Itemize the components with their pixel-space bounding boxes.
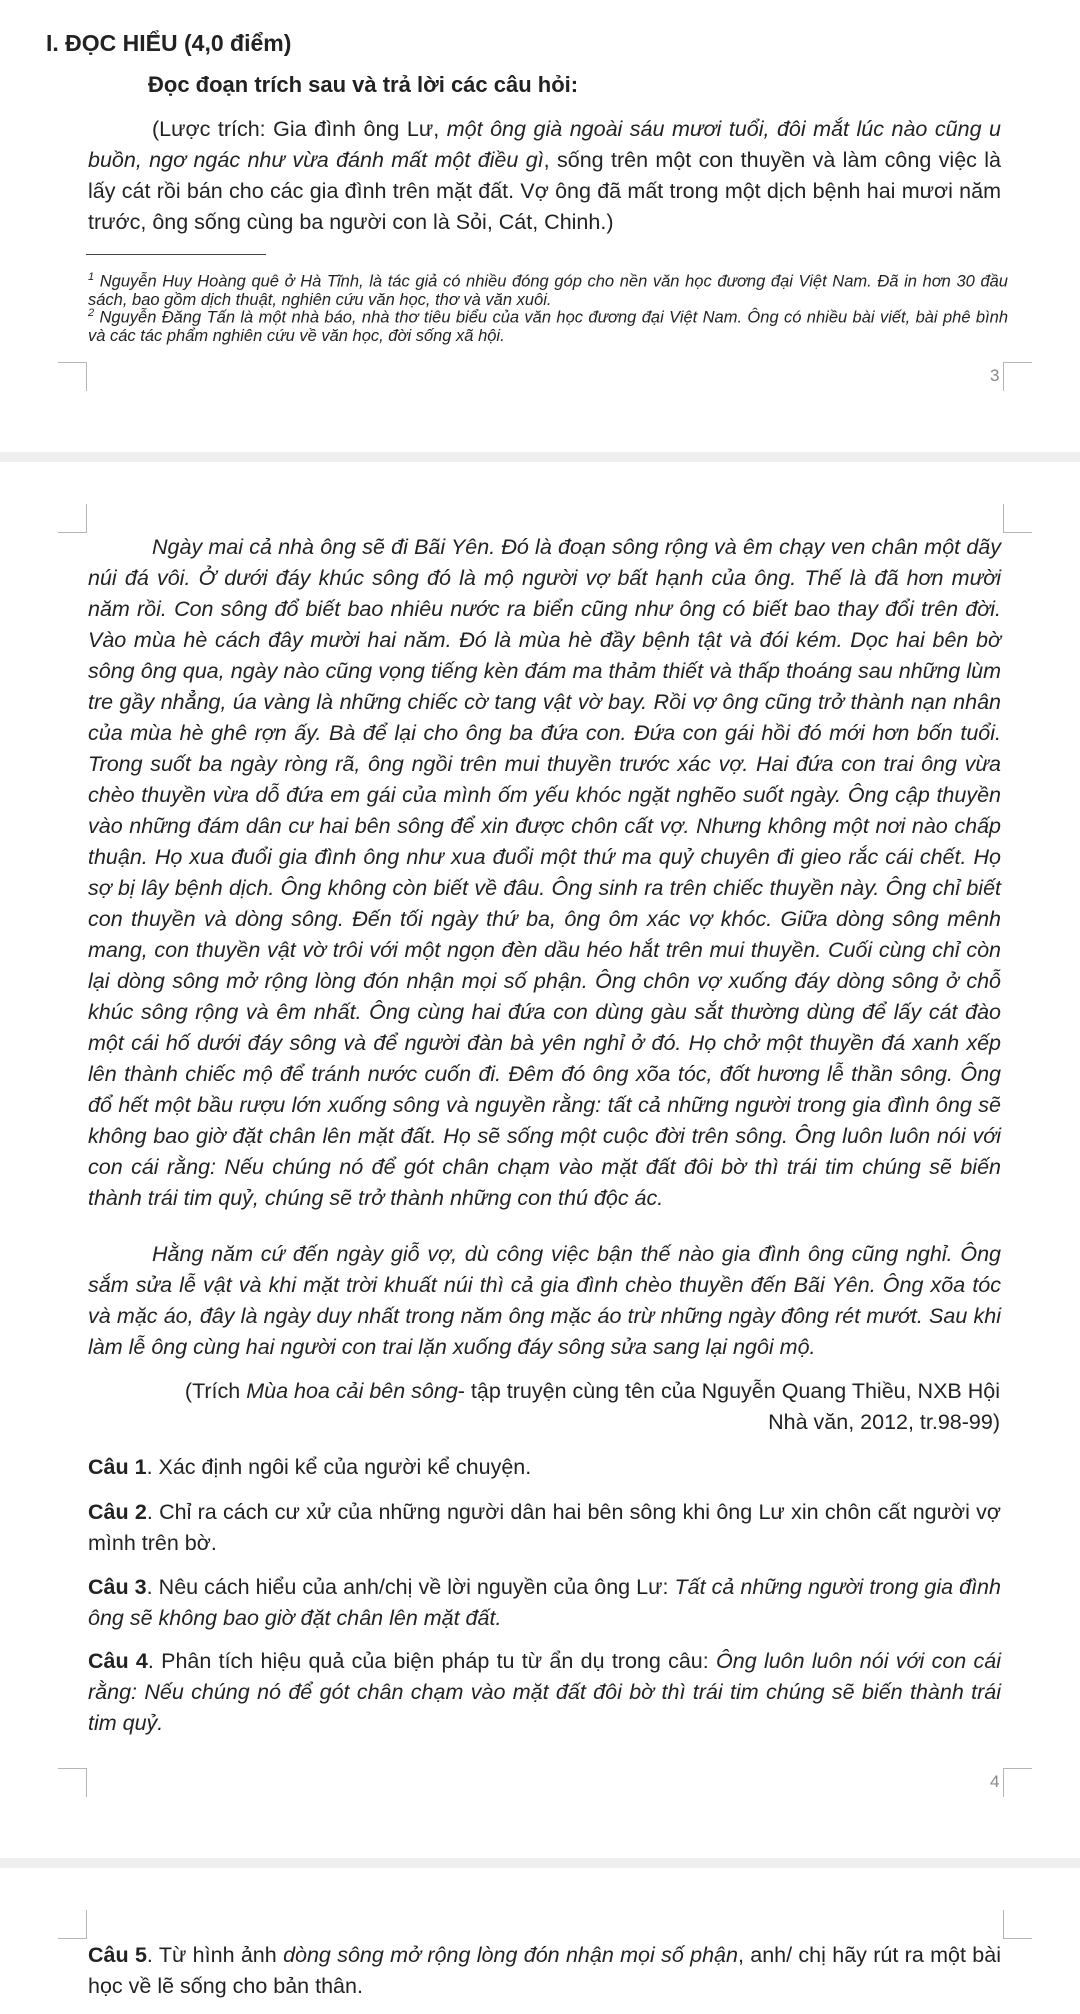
section-heading: I. ĐỌC HIỂU (4,0 điểm) [46,30,292,56]
crop-mark-bottom-left [58,362,87,391]
story-paragraph-1: Ngày mai cả nhà ông sẽ đi Bãi Yên. Đó là đoạn sông rộng và êm chạy ven chân một dãy núi đá vôi. Ở dưới đáy khúc sông đó là mộ người vợ bất hạnh của ông. Thế là đã hơn mười năm rồi. Con sông đổ biết bao nhiêu nước ra biển cũng như ông có biết bao thay đổi trên đời. Vào mùa hè cách đây mười hai năm. Đó là mùa hè đầy bệnh tật và đói kém. Dọc hai bên bờ sông ông qua, ngày nào cũng vọng tiếng kèn đám ma thảm thiết và thấp thoáng sau những lùm tre gầy nhẳng, úa vàng là những chiếc cờ tang vật vờ bay. Rồi vợ ông cũng trở thành nạn nhân của mùa hè ghê rợn ấy. Bà để lại cho ông ba đứa con. Đứa con gái hồi đó mới hơn bốn tuổi. Trong suốt ba ngày ròng rã, ông ngồi trên mui thuyền trước xác vợ. Hai đứa con trai ông vừa chèo thuyền vừa dỗ đứa em gái của mình ốm yếu khóc ngặt nghẽo suốt ngày. Ông cập thuyền vào những đám dân cư hai bên sông để xin được chôn cất vợ. Nhưng không một nơi nào chấp thuận. Họ xua đuổi gia đình ông như xua đuổi một thứ ma quỷ chuyên đi gieo rắc cái chết. Họ sợ bị lây bệnh dịch. Ông không còn biết về đâu. Ông sinh ra trên chiếc thuyền này. Ông chỉ biết con thuyền và dòng sông. Đến tối ngày thứ ba, ông ôm xác vợ khóc. Giữa dòng sông mênh mang, con thuyền vật vờ trôi với một ngọn đèn dầu héo hắt trên mui thuyền. Cuối cùng chỉ còn lại dòng sông mở rộng lòng đón nhận mọi số phận. Ông chôn vợ xuống đáy dòng sông ở chỗ khúc sông rộng và êm nhất. Ông cùng hai đứa con dùng gàu sắt thường dùng để lấy cát đào một cái hố dưới đáy sông và để người đàn bà yên nghỉ ở đó. Họ chở một thuyền đá xanh xếp lên thành chiếc mộ để tránh nước cuốn đi. Đêm đó ông xõa tóc, đốt hương lễ thần sông. Ông đổ hết một bầu rượu lớn xuống sông và nguyền rằng: tất cả những người trong gia đình ông sẽ không bao giờ đặt chân lên mặt đất. Họ sẽ sống một cuộc đời trên sông. Ông luôn luôn nói với con cái rằng: Nếu chúng nó để gót chân chạm vào mặt đất đôi bờ thì trái tim chúng sẽ biến thành trái tim quỷ, chúng sẽ trở thành những con thú độc ác. [88,535,1001,1210]
footnote-1-number: 1 [88,271,95,283]
summary-label: (Lược trích: [152,117,266,141]
question-5-text: . Từ hình ảnh [146,1943,284,1967]
footnote-rule [86,254,266,255]
question-5 [88,1940,1001,2002]
source-citation [140,1376,1000,1438]
crop-mark-top-left-3 [58,1910,87,1939]
question-1 [88,1452,1001,1483]
question-4 [88,1646,1001,1739]
question-2-text: . Chỉ ra cách cư xử của những người dân hai bên sông khi ông Lư xin chôn cất người vợ mình trên bờ. [88,1500,1001,1555]
instruction: Đọc đoạn trích sau và trả lời các câu hỏi: [148,72,579,97]
question-5-quote: dòng sông mở rộng lòng đón nhận mọi số phận [283,1943,738,1967]
page-3 [0,0,1080,452]
question-5-label: Câu 5 [88,1943,147,1967]
crop-mark-top-left [58,504,87,533]
page-separator-2 [0,1858,1080,1868]
footnote-2 [88,304,1008,345]
footnote-2-text: Nguyễn Đăng Tấn là một nhà báo, nhà thơ tiêu biểu của văn học đương đại Việt Nam. Ông có nhiều bài viết, bài phê bình và các tác phẩm nghiên cứu về văn học, đời sống xã hội. [88,308,1008,345]
question-3-text: . Nêu cách hiểu của anh/chị về lời nguyền của ông Lư: [146,1575,675,1599]
source-pre: (Trích [184,1379,247,1403]
source-title: Mùa hoa cải bên sông [246,1379,458,1403]
crop-mark-bottom-right-2 [1003,1768,1032,1797]
crop-mark-bottom-left-2 [58,1768,87,1797]
question-4-quote: Ông luôn luôn nói với con cái rằng: Nếu chúng nó để gót chân chạm vào mặt đất đôi bờ thì trái tim chúng sẽ biến thành trái tim quỷ. [88,1649,1001,1735]
question-1-text: . Xác định ngôi kể của người kể chuyện. [146,1455,532,1479]
question-4-label: Câu 4 [88,1649,148,1673]
question-5-text-2: , anh/ chị hãy rút ra một bài học về lẽ sống cho bản thân. [88,1943,1001,1998]
crop-mark-top-right [1003,504,1032,533]
footnote-1-text: Nguyễn Huy Hoàng quê ở Hà Tĩnh, là tác giả có nhiều đóng góp cho nền văn học đương đại Việt Nam. Đã in hơn 30 đầu sách, bao gồm dịch thuật, nghiên cứu văn học, thơ và văn xuôi. [88,272,1008,309]
summary-paragraph [88,114,1001,238]
question-4-text: . Phân tích hiệu quả của biện pháp tu từ ẩn dụ trong câu: [147,1649,717,1673]
question-2-label: Câu 2 [88,1500,147,1524]
page-5 [0,1868,1080,2014]
question-1-label: Câu 1 [88,1455,147,1479]
footnote-2-number: 2 [88,307,95,319]
source-post: - tập truyện cùng tên của Nguyễn Quang Thiều, NXB Hội Nhà văn, 2012, tr.98-99) [457,1379,1000,1434]
summary-italic: một ông già ngoài sáu mươi tuổi, đôi mắt lúc nào cũng u buồn, ngơ ngác như vừa đánh mất một điều gì [88,117,1001,172]
page-number: 3 [990,366,1000,385]
crop-mark-top-right-3 [1003,1910,1032,1939]
summary-text-1: Gia đình ông Lư, [265,117,447,141]
footnote-1 [88,268,1008,309]
page-separator [0,452,1080,462]
summary-text-2: , sống trên một con thuyền và làm công việc là lấy cát rồi bán cho các gia đình trên mặt đất. Vợ ông đã mất trong một dịch bệnh hai mươi năm trước, ông sống cùng ba người con là Sỏi, Cát, Chinh.) [88,148,1002,234]
crop-mark-bottom-right [1003,362,1032,391]
question-3-quote: Tất cả những người trong gia đình ông sẽ không bao giờ đặt chân lên mặt đất. [88,1575,1001,1630]
page-number-2: 4 [990,1772,1000,1791]
question-3 [88,1572,1001,1634]
question-2 [88,1497,1001,1559]
story-paragraph-2: Hằng năm cứ đến ngày giỗ vợ, dù công việc bận thế nào gia đình ông cũng nghỉ. Ông sắm sửa lễ vật và khi mặt trời khuất núi thì cả gia đình chèo thuyền đến Bãi Yên. Ông xõa tóc và mặc áo, đây là ngày duy nhất trong năm ông mặc áo trừ những ngày đông rét mướt. Sau khi làm lễ ông cùng hai người con trai lặn xuống đáy sông sửa sang lại ngôi mộ. [88,1242,1001,1359]
page-4 [0,462,1080,1858]
question-3-label: Câu 3 [88,1575,147,1599]
